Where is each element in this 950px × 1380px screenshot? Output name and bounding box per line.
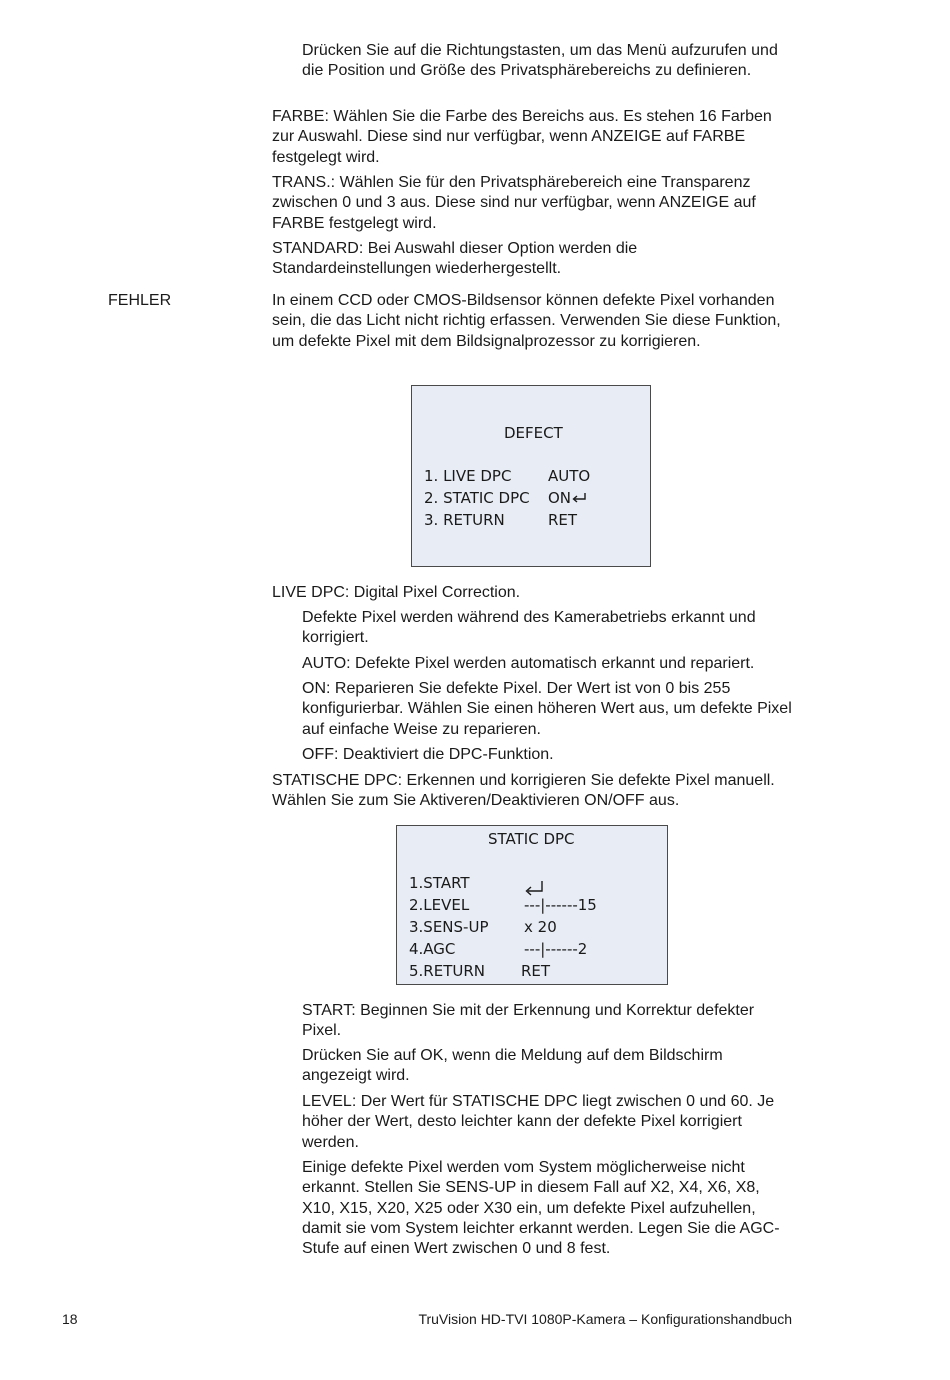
static-menu-row-label: 4.AGC — [409, 940, 456, 958]
paragraph-farbe: FARBE: Wählen Sie die Farbe des Bereichs aus. Es stehen 16 Farben zur Auswahl. Diese sind nur verfügbar, wenn ANZEIGE auf FARBE festgelegt wird. — [272, 108, 772, 166]
paragraph-sens-up: Einige defekte Pixel werden vom System möglicherweise nicht erkannt. Stellen Sie SENS-UP in diesem Fall auf X2, X4, X6, X8, X10, X15, X20, X25 oder X30 ein, um defekte Pixel aufzuhellen, damit sie vom System leichter erkannt werden. Legen Sie die AGC-Stufe auf einen Wert zwischen 0 und 8 fest. — [302, 1159, 780, 1258]
paragraph-on: ON: Reparieren Sie defekte Pixel. Der Wert ist von 0 bis 255 konfigurierbar. Wählen Sie einen höheren Wert aus, um defekte Pixel auf einfache Weise zu reparieren. — [302, 680, 792, 738]
paragraph-fehler: In einem CCD oder CMOS-Bildsensor können defekte Pixel vorhanden sein, die das Licht nicht richtig erfassen. Verwenden Sie diese Funktion, um defekte Pixel mit dem Bildsignalprozessor zu korrigieren. — [272, 292, 781, 350]
static-menu-row-label: 3.SENS-UP — [409, 918, 489, 936]
page-number: 18 — [62, 1311, 78, 1327]
defect-menu-screenshot — [411, 385, 651, 567]
paragraph-standard: STANDARD: Bei Auswahl dieser Option werden die Standardeinstellungen wiederhergestellt. — [272, 240, 638, 278]
paragraph-start: START: Beginnen Sie mit der Erkennung und Korrektur defekter Pixel. — [302, 1002, 755, 1040]
footer-title: TruVision HD-TVI 1080P-Kamera – Konfigurationshandbuch — [418, 1311, 792, 1327]
defect-menu-row-value: RET — [548, 511, 578, 529]
section-label-fehler: FEHLER — [108, 292, 172, 309]
defect-menu-row-label: 2. STATIC DPC — [424, 489, 530, 507]
static-menu-row-label: 2.LEVEL — [409, 896, 470, 914]
static-menu-row-value: ---|------15 — [524, 896, 597, 914]
paragraph-live-dpc-desc: Defekte Pixel werden während des Kamerabetriebs erkannt und korrigiert. — [302, 609, 756, 647]
defect-menu-row-label: 1. LIVE DPC — [424, 467, 512, 485]
static-dpc-menu-screenshot — [396, 825, 668, 985]
static-menu-row-value: RET — [521, 962, 551, 980]
paragraph-direction-keys: Drücken Sie auf die Richtungstasten, um das Menü aufzurufen und die Position und Größe des Privatsphärebereichs zu definieren. — [302, 42, 778, 80]
static-menu-row-label: 1.START — [409, 874, 470, 892]
paragraph-off: OFF: Deaktiviert die DPC-Funktion. — [302, 746, 554, 763]
static-menu-row-label: 5.RETURN — [409, 962, 485, 980]
paragraph-level: LEVEL: Der Wert für STATISCHE DPC liegt zwischen 0 und 60. Je höher der Wert, desto leichter kann der defekte Pixel korrigiert werden. — [302, 1093, 775, 1151]
static-menu-row-value: x 20 — [524, 918, 557, 936]
static-menu-title: STATIC DPC — [488, 830, 575, 848]
static-menu-row-value: ---|------2 — [524, 940, 588, 958]
defect-menu-row-value: AUTO — [548, 467, 591, 485]
defect-menu-title: DEFECT — [504, 424, 563, 442]
paragraph-trans: TRANS.: Wählen Sie für den Privatsphärebereich eine Transparenz zwischen 0 und 3 aus. Diese sind nur verfügbar, wenn ANZEIGE auf FARBE festgelegt wird. — [272, 174, 756, 232]
paragraph-statische-dpc: STATISCHE DPC: Erkennen und korrigieren Sie defekte Pixel manuell. Wählen Sie zum Sie Aktiveren/Deaktivieren ON/OFF aus. — [272, 772, 775, 810]
defect-menu-row-label: 3. RETURN — [424, 511, 505, 529]
paragraph-auto: AUTO: Defekte Pixel werden automatisch erkannt und repariert. — [302, 655, 755, 672]
enter-arrow-icon — [571, 492, 587, 504]
defect-menu-row-value: ON — [548, 488, 587, 508]
paragraph-press-ok: Drücken Sie auf OK, wenn die Meldung auf dem Bildschirm angezeigt wird. — [302, 1047, 723, 1085]
paragraph-live-dpc: LIVE DPC: Digital Pixel Correction. — [272, 584, 521, 601]
